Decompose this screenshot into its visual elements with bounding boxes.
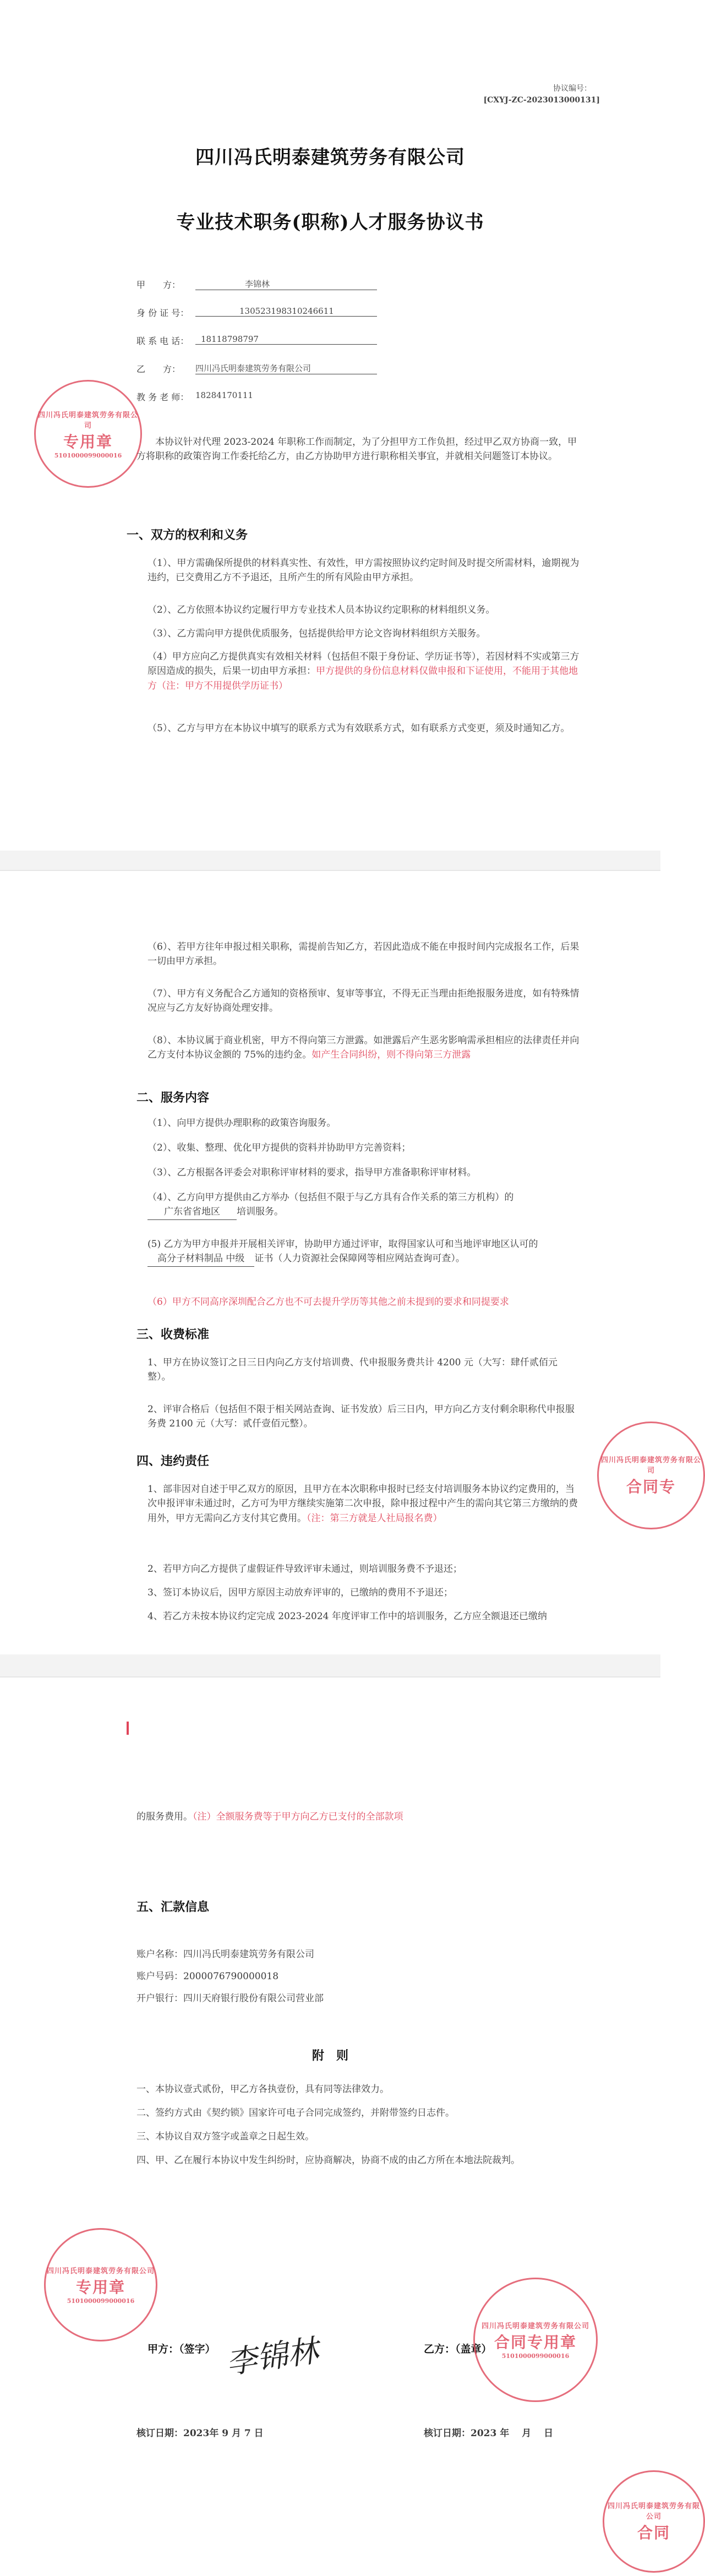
section-1-item-5: （5）、乙方与甲方在本协议中填写的联系方式为有效联系方式，如有联系方式变更，须及时通知乙方。 (147, 723, 570, 734)
section-2-item-5: (5) 乙方为甲方申报并开展相关评审，协助甲方通过评审，取得国家认可和当地评审地区认可的高分子材料制品 中级 证书（人力资源社会保障网等相应网站查询可查）。 (147, 1237, 580, 1267)
page-1 (0, 0, 660, 851)
agreement-no-label: 协议编号： (553, 84, 592, 93)
section-1-item-8: （8）、本协议属于商业机密，甲方不得向第三方泄露。如泄露后产生恶劣影响需承担相应的法律责任并向乙方支付本协议金额的 75%的违约金。如产生合同纠纷，则不得向第三方泄露 (147, 1035, 580, 1061)
party-b-seal-label: 乙方：（盖章） (424, 2343, 492, 2355)
section-1-item-4: （4）甲方应向乙方提供真实有效相关材料（包括但不限于身份证、学历证书等），若因材料不实或第三方原因造成的损失，后果一切由甲方承担：甲方提供的身份信息材料仅做申报和下证使用，不能用于其他地方（注：甲方不用提供学历证书） (147, 651, 580, 691)
page-gap (0, 851, 660, 870)
section-3-title: 三、收费标准 (136, 1327, 210, 1342)
party-b-label: 乙 方： (136, 364, 181, 374)
contract-seal-stamp-left: 四川冯氏明泰建筑劳务有限公司 专用章 5101000099000016 (44, 2228, 157, 2341)
party-b-contract-seal: 四川冯氏明泰建筑劳务有限公司 合同专用章 5101000099000016 (473, 2278, 598, 2402)
section-4-item-3: 3、签订本协议后，因甲方原因主动放弃评审的，已缴纳的费用不予退还； (147, 1587, 453, 1598)
red-mark (127, 1722, 129, 1735)
party-a-sign-label: 甲方：（签字） (147, 2343, 216, 2355)
bank-name: 开户银行：四川天府银行股份有限公司营业部 (136, 1993, 324, 2004)
section-4-title: 四、违约责任 (136, 1454, 210, 1468)
document-title: 专业技术职务(职称)人才服务协议书 (176, 211, 484, 233)
section-4-item-4: 4、若乙方未按本协议约定完成 2023-2024 年度评审工作中的培训服务，乙方应全额退还已缴纳 (147, 1611, 547, 1622)
contract-seal-stamp: 四川冯氏明泰建筑劳务有限公司 专用章 5101000099000016 (34, 380, 142, 488)
section-1-title: 一、双方的权利和义务 (127, 528, 248, 542)
page-2 (0, 870, 701, 1654)
section-3-item-2: 2、评审合格后（包括但不限于相关网站查询、证书发放）后三日内，甲方向乙方支付剩余职称代申报服务费 2100 元（大写：贰仟壹佰元整）。 (147, 1404, 575, 1430)
company-title: 四川冯氏明泰建筑劳务有限公司 (195, 146, 465, 168)
party-a-signature: 李锦林 (223, 2333, 321, 2382)
party-b-value: 四川冯氏明泰建筑劳务有限公司 (195, 362, 377, 374)
section-2-title: 二、服务内容 (136, 1091, 210, 1105)
phone-value: 18118798797 (195, 334, 377, 345)
section-1-item-6: （6）、若甲方往年申报过相关职称，需提前告知乙方，若因此造成不能在申报时间内完成报名工作，后果一切由甲方承担。 (147, 941, 580, 967)
party-b-date: 核订日期：2023 年 月 日 (424, 2428, 554, 2439)
account-number: 账户号码：2000076790000018 (136, 1971, 279, 1982)
section-2-item-3: （3）、乙方根据各评委会对职称评审材料的要求，指导甲方准备职称评审材料。 (147, 1167, 477, 1178)
section-4-item-2: 2、若甲方向乙方提供了虚假证件导致评审未通过，则培训服务费不予退还； (147, 1564, 462, 1575)
appendix-title: 附 则 (311, 2049, 348, 2063)
section-3-item-1: 1、甲方在协议签订之日三日内向乙方支付培训费、代申报服务费共计 4200 元（大写：肆仟贰佰元整）。 (147, 1357, 558, 1383)
appendix-item-4: 四、甲、乙在履行本协议中发生纠纷时，应协商解决，协商不成的由乙方所在本地法院裁判。 (136, 2155, 520, 2166)
section-2-item-6: （6）甲方不同高序深圳配合乙方也不可去提升学历等其他之前未提到的要求和同提要求 (147, 1297, 509, 1308)
section-4-item-1: 1、部非因对自述于甲乙双方的原因，且甲方在本次职称申报时已经支付培训服务本协议约定费用的，当次申报评审未通过时，乙方可为甲方继续实施第二次申报，除申报过程中产生的需向其它第三方缴纳的费用外，甲方无需向乙方支付其它费用。（注：第三方就是人社局报名费） (147, 1484, 578, 1524)
id-label: 身 份 证 号： (136, 308, 189, 318)
teacher-value: 18284170111 (195, 390, 253, 400)
phone-label: 联 系 电 话： (136, 336, 189, 346)
continued-refund-note: 的服务费用。（注）全额服务费等于甲方向乙方已支付的全部款项 (136, 1811, 403, 1822)
intro-paragraph: 本协议针对代理 2023-2024 年职称工作而制定，为了分担甲方工作负担，经过甲乙双方协商一致，甲方将职称的政策咨询工作委托给乙方，由乙方协助甲方进行职称相关事宜，并就相关问题签订本协议。 (136, 437, 577, 462)
contract-seal-stamp-corner: 四川冯氏明泰建筑劳务有限公司 合同 (603, 2470, 705, 2573)
appendix-item-1: 一、本协议壹式贰份，甲乙方各执壹份，具有同等法律效力。 (136, 2084, 389, 2095)
section-1-item-2: （2）、乙方依照本协议约定履行甲方专业技术人员本协议约定职称的材料组织义务。 (147, 604, 495, 616)
page-3 (0, 1676, 700, 2576)
section-5-title: 五、汇款信息 (136, 1900, 210, 1914)
contract-seal-stamp-edge: 四川冯氏明泰建筑劳务有限公司 合同专 (597, 1422, 705, 1529)
section-2-item-1: （1）、向甲方提供办理职称的政策咨询服务。 (147, 1118, 336, 1129)
section-1-item-7: （7）、甲方有义务配合乙方通知的资格预审、复审等事宜，不得无正当理由拒绝报服务进度，如有特殊情况应与乙方友好协商处理安排。 (147, 988, 580, 1014)
page-gap (0, 1654, 660, 1676)
party-a-date: 核订日期：2023年 9 月 7 日 (136, 2428, 264, 2439)
teacher-label: 教 务 老 师： (136, 392, 189, 402)
appendix-item-2: 二、签约方式由《契约锁》国家许可电子合同完成签约，并附带签约日志件。 (136, 2107, 455, 2118)
appendix-item-3: 三、本协议自双方签字或盖章之日起生效。 (136, 2131, 314, 2142)
party-a-value: 李锦林 (195, 278, 377, 290)
party-a-label: 甲 方： (136, 280, 181, 290)
section-1-item-3: （3）、乙方需向甲方提供优质服务，包括提供给甲方论文咨询材料组织方关服务。 (147, 628, 486, 639)
account-name: 账户名称：四川冯氏明泰建筑劳务有限公司 (136, 1949, 314, 1960)
agreement-no: [CXYJ-ZC-2023013000131] (483, 96, 600, 105)
section-2-item-4: （4）、乙方向甲方提供由乙方举办（包括但不限于与乙方具有合作关系的第三方机构）的广东省省地区 培训服务。 (147, 1190, 580, 1220)
id-value: 130523198310246611 (195, 306, 377, 317)
section-1-item-1: （1）、甲方需确保所提供的材料真实性、有效性，甲方需按照协议约定时间及时提交所需材料，逾期视为违约，已交费用乙方不予退还，且所产生的所有风险由甲方承担。 (147, 558, 580, 584)
section-2-item-2: （2）、收集、整理、优化甲方提供的资料并协助甲方完善资料； (147, 1142, 411, 1153)
